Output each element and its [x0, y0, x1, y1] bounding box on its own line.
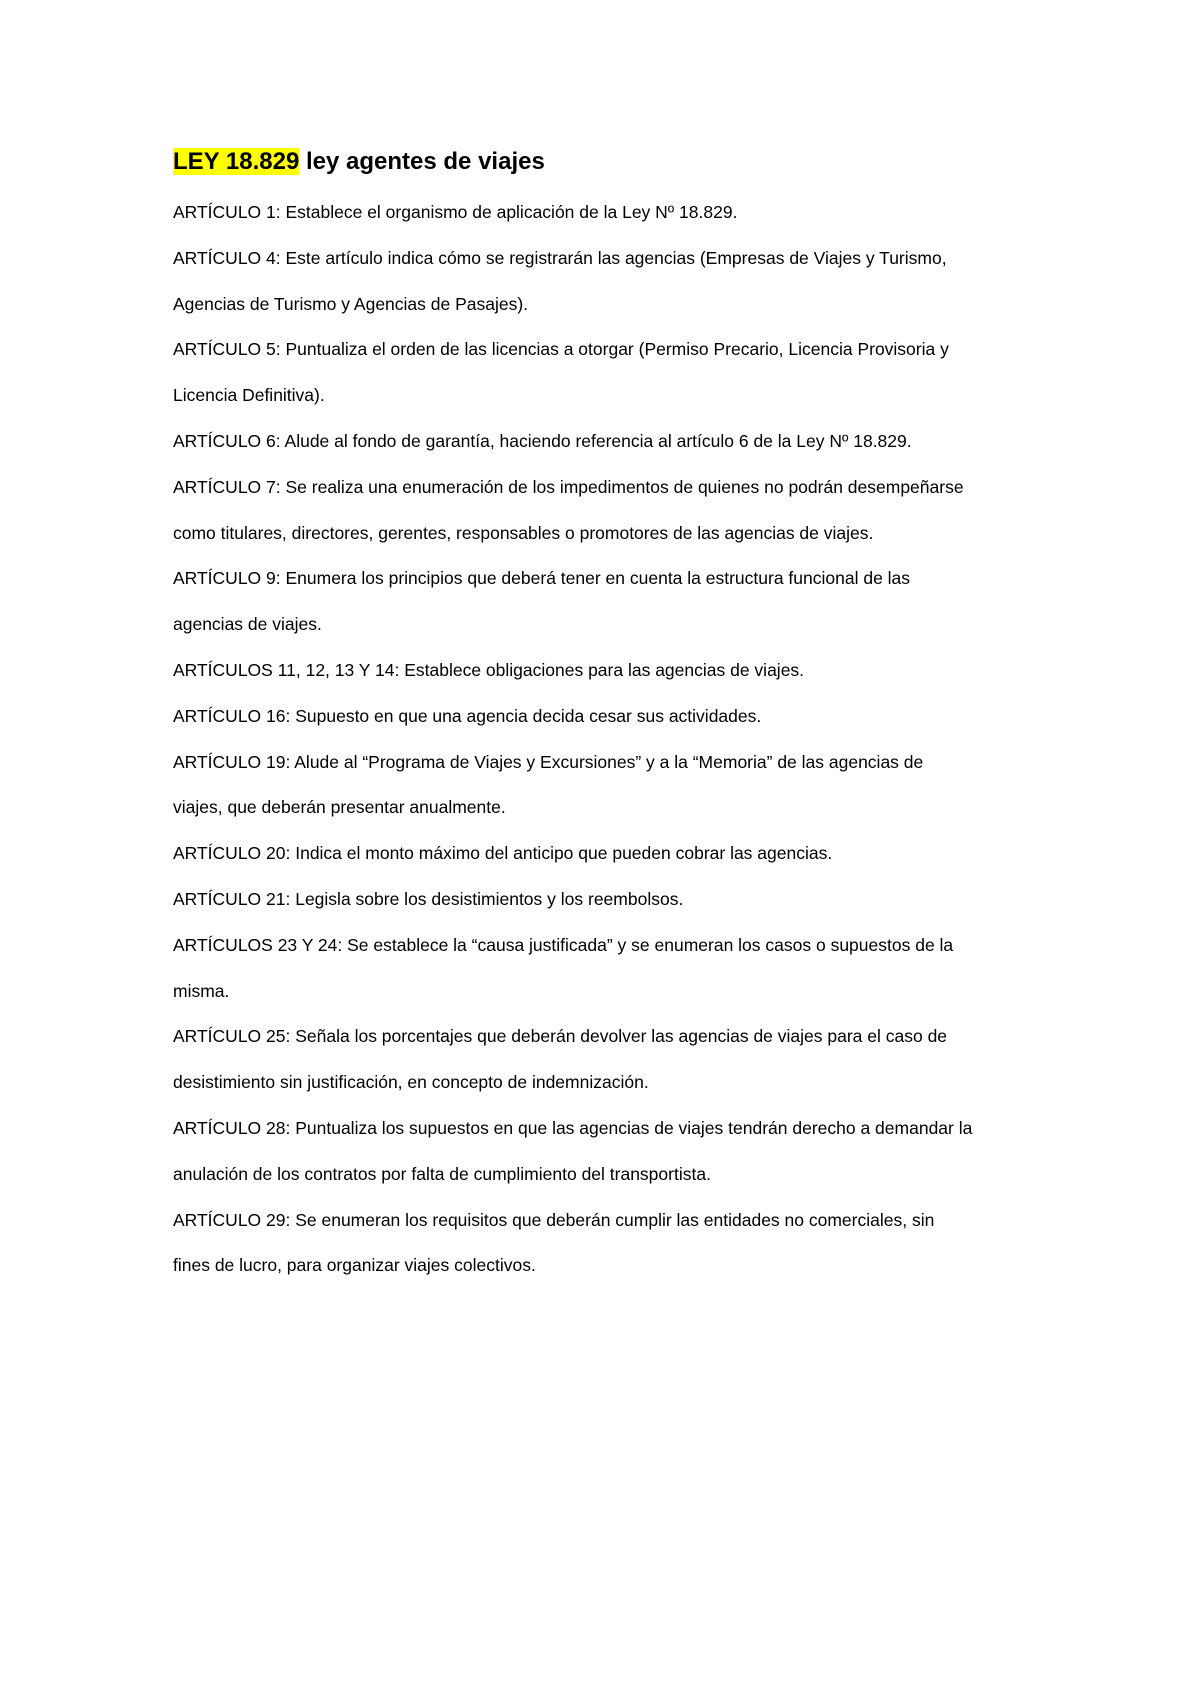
paragraph-articulo-21	[173, 877, 973, 923]
paragraph-label: ARTÍCULO 9:	[173, 568, 281, 589]
paragraph-text: Supuesto en que una agencia decida cesar sus actividades.	[290, 705, 762, 726]
paragraph-label: ARTÍCULO 4:	[173, 247, 281, 268]
paragraph-text: Señala los porcentajes que deberán devolver las agencias de viajes para el caso de desistimiento sin justificación, en concepto de indemnización.	[173, 1026, 948, 1093]
title-rest-text: ley agentes de viajes	[299, 148, 545, 175]
paragraph-articulo-9	[173, 556, 973, 648]
paragraph-label: ARTÍCULO 20:	[173, 843, 291, 864]
paragraph-text: Puntualiza los supuestos en que las agencias de viajes tendrán derecho a demandar la anulación de los contratos por falta de cumplimiento del transportista.	[173, 1117, 973, 1184]
paragraph-text: Se realiza una enumeración de los impedimentos de quienes no podrán desempeñarse como titulares, directores, gerentes, responsables o promotores de las agencias de viajes.	[173, 476, 964, 543]
paragraph-text: Establece obligaciones para las agencias de viajes.	[399, 659, 805, 680]
paragraph-label: ARTÍCULO 21:	[173, 888, 291, 909]
paragraph-label: ARTÍCULO 29:	[173, 1209, 291, 1230]
paragraph-text: Puntualiza el orden de las licencias a otorgar (Permiso Precario, Licencia Provisoria y Licencia Definitiva).	[173, 339, 949, 406]
paragraph-articulos-23-24	[173, 923, 973, 1015]
document-title	[173, 140, 973, 184]
paragraph-text: Enumera los principios que deberá tener en cuenta la estructura funcional de las agencias de viajes.	[173, 568, 911, 635]
paragraph-articulo-7	[173, 465, 973, 557]
paragraph-label: ARTÍCULO 5:	[173, 339, 281, 360]
paragraph-articulo-4	[173, 236, 973, 328]
paragraph-text: Se establece la “causa justificada” y se enumeran los casos o supuestos de la misma.	[173, 934, 954, 1001]
paragraph-label: ARTÍCULO 1:	[173, 202, 281, 222]
paragraph-label: ARTÍCULO 16:	[173, 705, 291, 726]
paragraph-articulo-29	[173, 1198, 973, 1290]
document-body	[173, 140, 973, 1289]
paragraph-label: ARTÍCULO 25:	[173, 1026, 291, 1047]
paragraph-articulo-28	[173, 1106, 973, 1198]
paragraph-label: ARTÍCULO 28:	[173, 1117, 291, 1138]
paragraph-articulo-19	[173, 740, 973, 832]
paragraph-text: Indica el monto máximo del anticipo que pueden cobrar las agencias.	[290, 843, 833, 864]
paragraph-articulo-16	[173, 694, 973, 740]
title-highlighted-text: LEY 18.829	[173, 148, 300, 175]
paragraph-articulos-11-14	[173, 648, 973, 694]
paragraph-text: Alude al fondo de garantía, haciendo referencia al artículo 6 de la Ley Nº 18.829.	[280, 430, 912, 451]
paragraph-label: ARTÍCULOS 11, 12, 13 Y 14:	[173, 659, 400, 680]
paragraph-label: ARTÍCULOS 23 Y 24:	[173, 934, 343, 955]
paragraph-articulo-25	[173, 1014, 973, 1106]
paragraph-text: Se enumeran los requisitos que deberán cumplir las entidades no comerciales, sin fines de lucro, para organizar viajes colectivos.	[173, 1209, 935, 1276]
paragraph-text: Este artículo indica cómo se registrarán las agencias (Empresas de Viajes y Turismo, Agencias de Turismo y Agencias de Pasajes).	[173, 247, 947, 314]
paragraph-articulo-6	[173, 419, 973, 465]
paragraph-articulo-1	[173, 190, 973, 236]
paragraph-label: ARTÍCULO 6:	[173, 430, 281, 451]
paragraph-text: Alude al “Programa de Viajes y Excursiones” y a la “Memoria” de las agencias de viajes, que deberán presentar anualmente.	[173, 751, 924, 818]
paragraph-text: Legisla sobre los desistimientos y los reembolsos.	[290, 888, 684, 909]
paragraph-label: ARTÍCULO 19:	[173, 751, 291, 772]
paragraph-articulo-5	[173, 327, 973, 419]
paragraph-text: Establece el organismo de aplicación de la Ley Nº 18.829.	[280, 202, 738, 222]
paragraph-articulo-20	[173, 831, 973, 877]
paragraph-label: ARTÍCULO 7:	[173, 476, 281, 497]
